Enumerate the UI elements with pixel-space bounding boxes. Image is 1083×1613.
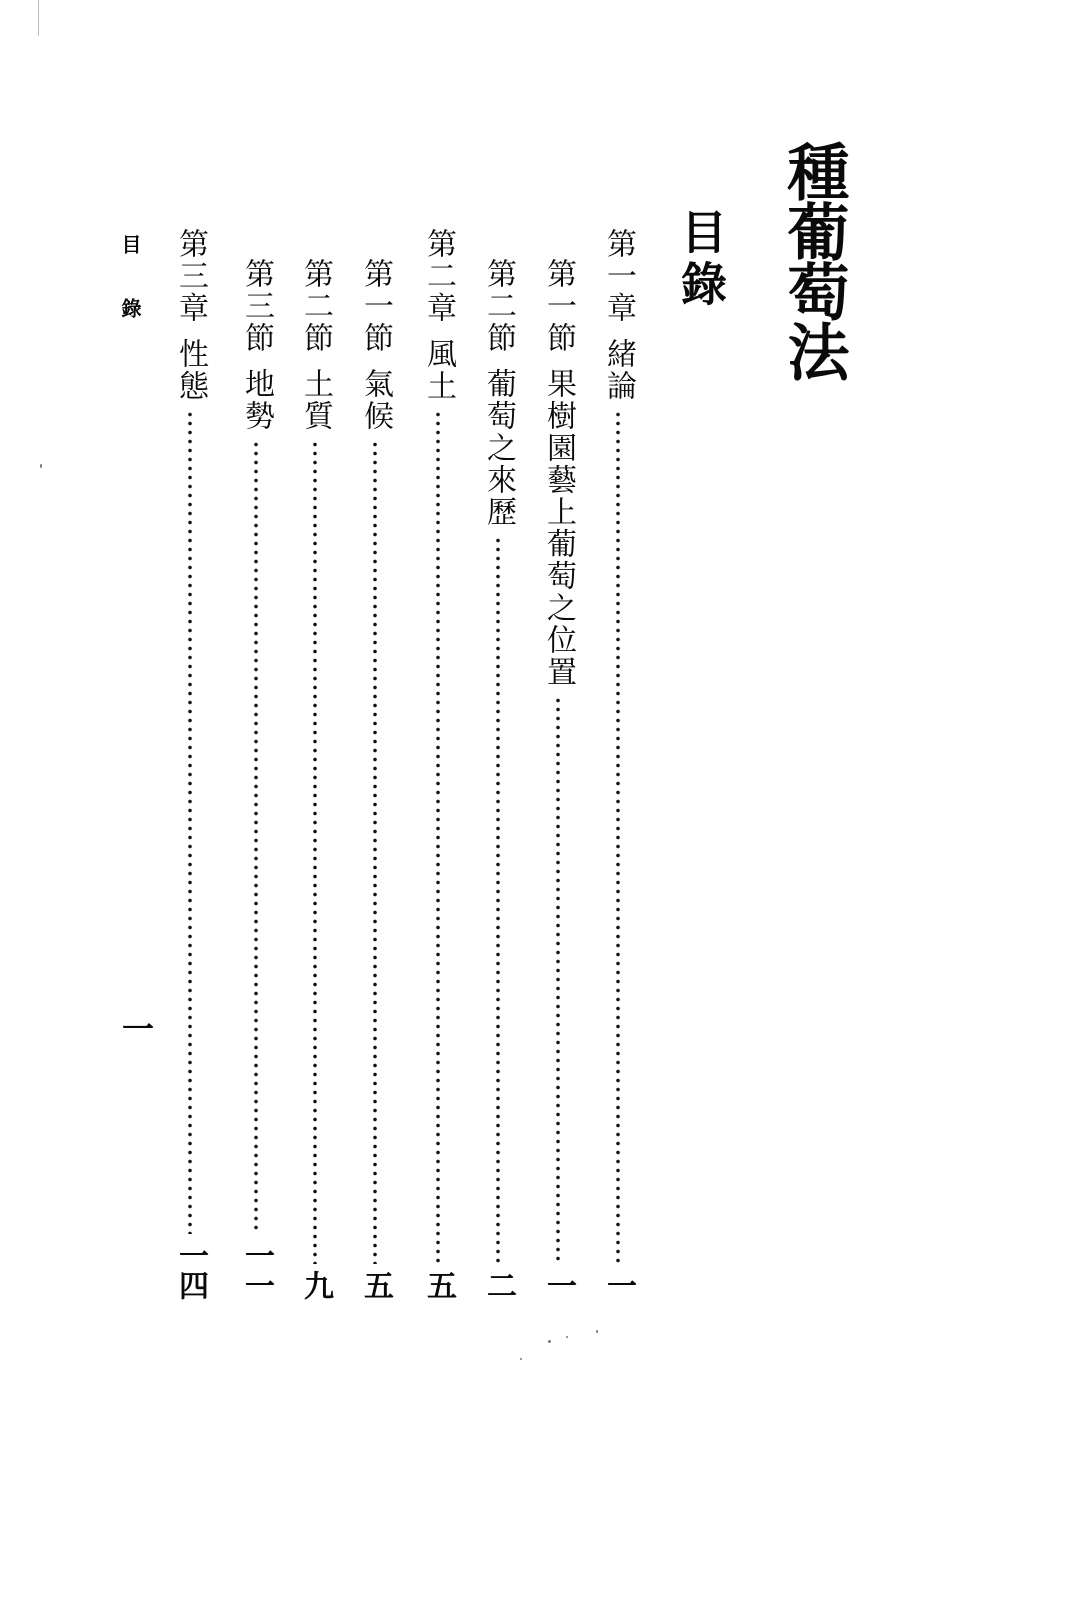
scan-speck bbox=[520, 1358, 522, 1360]
entry-title: 緒論 bbox=[601, 338, 636, 402]
entry-page-number: 一一 bbox=[239, 1240, 274, 1300]
entry-title: 氣候 bbox=[358, 368, 393, 432]
entry-title: 地勢 bbox=[239, 368, 274, 432]
entry-page-number: 九 bbox=[298, 1270, 333, 1300]
entry-page-number: 五 bbox=[358, 1270, 393, 1300]
scan-speck bbox=[596, 1330, 598, 1333]
toc-entry-section-2-1 bbox=[355, 258, 395, 1300]
toc-entry-section-1-2 bbox=[478, 258, 518, 1300]
entry-label: 第三節 bbox=[239, 258, 274, 354]
entry-label: 第一節 bbox=[541, 258, 576, 354]
toc-entry-chapter-2 bbox=[418, 228, 458, 1300]
toc-entry-section-2-3 bbox=[236, 258, 276, 1300]
leader-dots bbox=[312, 440, 318, 1264]
toc-entry-chapter-3 bbox=[170, 228, 210, 1300]
entry-title: 葡萄之來歷 bbox=[481, 368, 516, 528]
entry-page-number: 一 bbox=[541, 1270, 576, 1300]
entry-label: 第二節 bbox=[481, 258, 516, 354]
leader-dots bbox=[372, 440, 378, 1264]
entry-page-number: 一四 bbox=[173, 1240, 208, 1300]
running-head: 目錄 bbox=[118, 234, 142, 362]
book-title: 種葡萄法 bbox=[777, 140, 850, 380]
leader-dots bbox=[495, 536, 501, 1264]
entry-title: 性態 bbox=[173, 338, 208, 402]
scan-speck bbox=[548, 1340, 551, 1343]
entry-label: 第一章 bbox=[601, 228, 636, 324]
toc-entry-section-2-2 bbox=[295, 258, 335, 1300]
leader-dots bbox=[555, 696, 561, 1264]
scan-margin-line bbox=[38, 0, 39, 36]
entry-page-number: 五 bbox=[421, 1270, 456, 1300]
toc-heading: 目錄 bbox=[674, 208, 728, 312]
entry-label: 第三章 bbox=[173, 228, 208, 324]
leader-dots bbox=[435, 410, 441, 1264]
entry-label: 第二節 bbox=[298, 258, 333, 354]
toc-entry-chapter-1 bbox=[598, 228, 638, 1300]
entry-page-number: 一 bbox=[601, 1270, 636, 1300]
leader-dots bbox=[253, 440, 259, 1234]
entry-title: 風土 bbox=[421, 338, 456, 402]
entry-title: 土質 bbox=[298, 368, 333, 432]
scan-speck bbox=[566, 1336, 568, 1338]
leader-dots bbox=[615, 410, 621, 1264]
toc-entry-section-1-1 bbox=[538, 258, 578, 1300]
entry-label: 第一節 bbox=[358, 258, 393, 354]
entry-page-number: 二 bbox=[481, 1270, 516, 1300]
leader-dots bbox=[187, 410, 193, 1234]
scan-speck bbox=[40, 464, 42, 468]
page-folio: 一 bbox=[117, 1012, 155, 1044]
entry-label: 第二章 bbox=[421, 228, 456, 324]
entry-title: 果樹園藝上葡萄之位置 bbox=[541, 368, 576, 688]
